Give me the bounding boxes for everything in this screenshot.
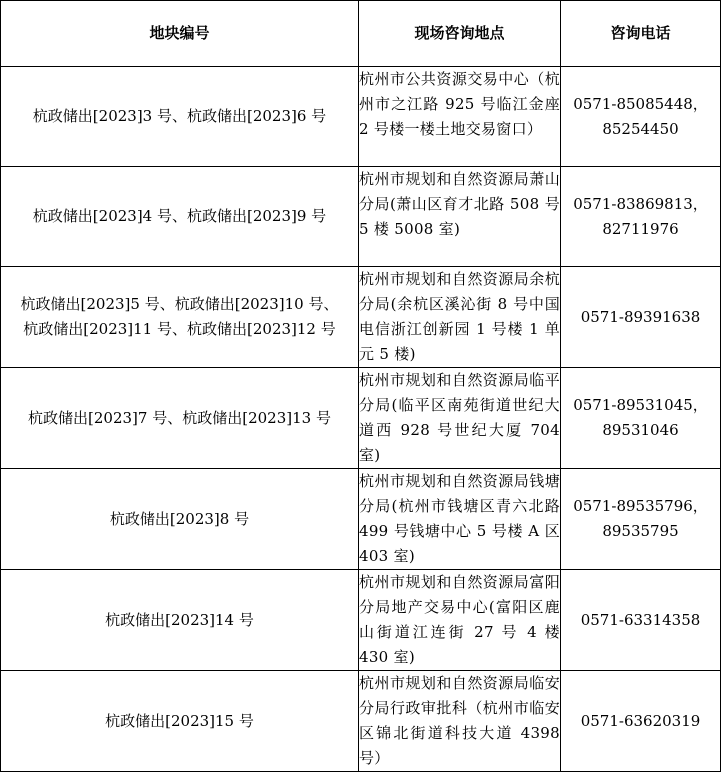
plot-text: 杭政储出[2023]3 号、杭政储出[2023]6 号 — [32, 107, 327, 125]
header-phone: 咨询电话 — [561, 1, 721, 67]
plot-cell — [1, 570, 359, 671]
header-location: 现场咨询地点 — [359, 1, 561, 67]
location-cell: 杭州市规划和自然资源局钱塘分局(杭州市钱塘区青六北路 499 号钱塘中心 5 号楼 A 区 403 室) — [359, 469, 561, 570]
plot-cell — [1, 267, 359, 368]
plot-cell — [1, 671, 359, 772]
phone-cell — [561, 167, 721, 267]
plot-cell — [1, 67, 359, 167]
phone-text: 0571-83869813， — [573, 194, 708, 213]
phone-text: 85254450 — [602, 119, 679, 138]
phone-cell — [561, 368, 721, 469]
plot-text: 杭政储出[2023]8 号 — [109, 509, 250, 528]
phone-text: 89535795 — [602, 522, 679, 540]
phone-cell — [561, 469, 721, 570]
location-cell: 杭州市规划和自然资源局富阳分局地产交易中心(富阳区鹿山街道江连街 27 号 4 楼 430 室) — [359, 570, 561, 671]
phone-text: 0571-89531045， — [573, 396, 708, 414]
table-row — [1, 570, 721, 671]
table-row — [1, 267, 721, 368]
plot-text: 杭政储出[2023]11 号、杭政储出[2023]12 号 — [23, 320, 336, 338]
phone-cell — [561, 267, 721, 368]
phone-text: 0571-63314358 — [580, 610, 701, 629]
phone-cell — [561, 671, 721, 772]
location-cell: 杭州市公共资源交易中心（杭州市之江路 925 号临江金座 2 号楼一楼土地交易窗口） — [359, 67, 561, 167]
phone-cell — [561, 67, 721, 167]
table-row — [1, 67, 721, 167]
plot-cell — [1, 167, 359, 267]
table-row — [1, 671, 721, 772]
location-cell: 杭州市规划和自然资源局临安分局行政审批科（杭州市临安区锦北街道科技大道 4398 号） — [359, 671, 561, 772]
phone-text: 0571-89535796， — [573, 497, 708, 515]
plot-cell — [1, 469, 359, 570]
plot-text: 杭政储出[2023]14 号 — [105, 610, 254, 629]
plot-text: 杭政储出[2023]4 号、杭政储出[2023]9 号 — [32, 207, 327, 225]
phone-text: 0571-63620319 — [580, 711, 701, 730]
phone-text: 82711976 — [602, 219, 679, 238]
plot-text: 杭政储出[2023]7 号、杭政储出[2023]13 号 — [28, 408, 331, 427]
plot-cell — [1, 368, 359, 469]
location-cell: 杭州市规划和自然资源局余杭分局(余杭区溪沁街 8 号中国电信浙江创新园 1 号楼 1 单元 5 楼) — [359, 267, 561, 368]
phone-text: 0571-85085448， — [573, 94, 708, 113]
header-row — [1, 1, 721, 67]
phone-text: 89531046 — [602, 421, 679, 439]
table-row — [1, 469, 721, 570]
phone-text: 0571-89391638 — [580, 307, 701, 326]
plot-text: 杭政储出[2023]5 号、杭政储出[2023]10 号、 — [20, 295, 339, 313]
plot-text: 杭政储出[2023]15 号 — [105, 711, 254, 730]
table-row — [1, 368, 721, 469]
table-row — [1, 167, 721, 267]
phone-cell — [561, 570, 721, 671]
location-cell: 杭州市规划和自然资源局临平分局(临平区南苑街道世纪大道西 928 号世纪大厦 704 室) — [359, 368, 561, 469]
location-cell: 杭州市规划和自然资源局萧山分局(萧山区育才北路 508 号 5 楼 5008 室) — [359, 167, 561, 267]
header-plot-no: 地块编号 — [1, 1, 359, 67]
